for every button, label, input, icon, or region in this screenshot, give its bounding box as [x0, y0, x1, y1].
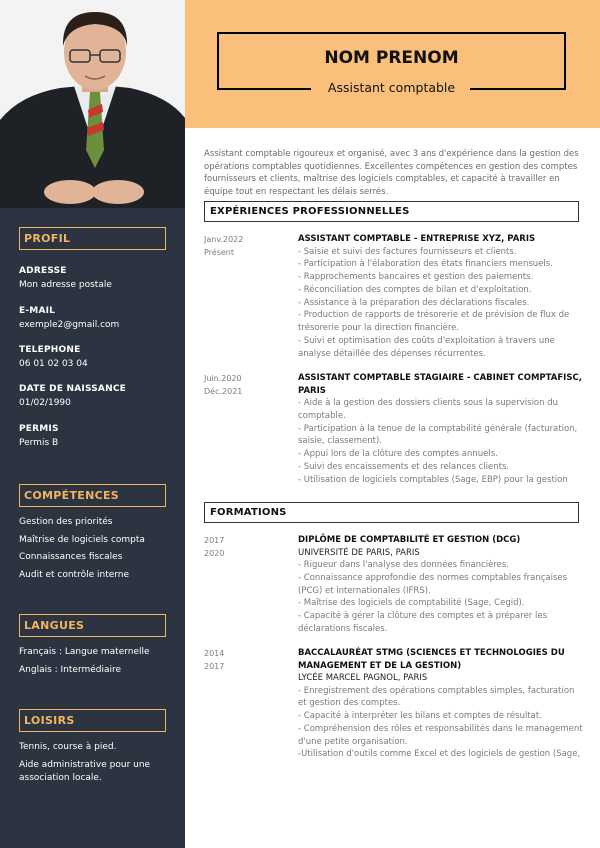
experience-dates [204, 233, 284, 259]
formation-school: LYCÉE MARCEL PAGNOL, PARIS [298, 673, 428, 683]
loisir-item: Aide administrative pour une association locale. [19, 760, 151, 783]
bullet-item: - Rigueur dans l'analyse des données financières. [298, 560, 509, 570]
bullet-item: - Capacité à gérer la clôture des comptes et à préparer les déclarations fiscales. [298, 611, 548, 634]
experience-bullets [298, 246, 583, 361]
bullet-item: - Compréhension des rôles et responsabilités dans le management d'une petite organisation. [298, 723, 583, 747]
birth-date-label: DATE DE NAISSANCE [19, 384, 126, 394]
license-label: PERMIS [19, 424, 59, 434]
langue-item: Français : Langue maternelle [19, 647, 150, 657]
bullet-item: - Participation à la tenue de la comptabilité générale (facturation, saisie, classement). [298, 423, 578, 447]
bullet-item: - Appui lors de la clôture des comptes annuels. [298, 449, 498, 460]
formations-heading: FORMATIONS [204, 502, 579, 523]
loisirs-heading: LOISIRS [19, 709, 166, 732]
birth-date-value: 01/02/1990 [19, 398, 71, 408]
date-start: 2014 [204, 649, 225, 658]
date-end: 2017 [204, 662, 225, 671]
bullet-item: -Utilisation d'outils comme Excel et des logiciels de gestion (Sage, [298, 749, 581, 760]
experiences-heading: EXPÉRIENCES PROFESSIONNELLES [204, 201, 579, 222]
competences-list [19, 517, 179, 587]
email-label: E-MAIL [19, 306, 56, 316]
bullet-item: - Assistance à la préparation des déclarations fiscales. [298, 297, 530, 308]
formation-dates [204, 647, 284, 673]
langues-list [19, 647, 179, 682]
address-label: ADRESSE [19, 266, 67, 276]
bullet-item: - Utilisation de logiciels comptables (Sage, EBP) pour la gestion [298, 474, 568, 485]
formation-title: DIPLÔME DE COMPTABILITÉ ET GESTION (DCG) [298, 535, 521, 545]
competence-item: Connaissances fiscales [19, 552, 123, 562]
date-start: 2017 [204, 536, 225, 545]
profil-heading: PROFIL [19, 227, 166, 250]
experience-bullets [298, 397, 583, 487]
bullet-item: - Suivi des encaissements et des relances clients. [298, 461, 510, 472]
profile-summary: Assistant comptable rigoureux et organisé, avec 3 ans d'expérience dans la gestion des opérations comptables quotidiennes. Excellentes compétences en gestion des comptes fournisseurs et clients, maîtrise des logiciels comptables, et capacité à travailler en équipe tout en respectant les délais serrés. [204, 149, 579, 197]
langue-item: Anglais : Intermédiaire [19, 664, 122, 675]
bullet-item: - Suivi et optimisation des coûts d'exploitation à travers une analyse détaillée des dépenses récurrentes. [298, 336, 555, 359]
langues-heading: LANGUES [19, 614, 166, 637]
competence-item: Audit et contrôle interne [19, 569, 130, 580]
bullet-item: - Capacité à interpréter les bilans et comptes de résultat. [298, 711, 542, 722]
competences-heading: COMPÉTENCES [19, 484, 166, 507]
experience-title: ASSISTANT COMPTABLE - ENTREPRISE XYZ, PARIS [298, 234, 536, 244]
phone-value: 06 01 02 03 04 [19, 359, 88, 369]
bullet-item: - Aide à la gestion des dossiers clients sous la supervision du comptable. [298, 398, 559, 421]
candidate-name: NOM PRENOM [324, 48, 459, 68]
job-title: Assistant comptable [327, 80, 456, 95]
date-start: Janv.2022 [204, 235, 244, 244]
bullet-item: - Maîtrise des logiciels de comptabilité (Sage, Cegid). [298, 598, 525, 609]
competence-item: Gestion des priorités [19, 517, 113, 527]
formation-bullets [298, 559, 583, 636]
address-value: Mon adresse postale [19, 280, 112, 290]
formation-dates [204, 534, 284, 560]
date-start: Juin.2020 [204, 374, 242, 383]
date-end: Déc.2021 [204, 387, 243, 396]
formation-bullets [298, 685, 583, 762]
experience-title: ASSISTANT COMPTABLE STAGIAIRE - CABINET COMPTAFISC, PARIS [298, 373, 582, 396]
date-end: Présent [204, 248, 235, 257]
formation-title: BACCALAURÉAT STMG (SCIENCES ET TECHNOLOGIES DU MANAGEMENT ET DE LA GESTION) [298, 648, 565, 671]
bullet-item: - Production de rapports de trésorerie et de prévision de flux de trésorerie pour la direction financière. [298, 310, 570, 334]
phone-label: TELEPHONE [19, 345, 81, 355]
email-value: exemple2@gmail.com [19, 320, 120, 330]
formation-school: UNIVERSITÉ DE PARIS, PARIS [298, 547, 420, 558]
bullet-item: - Enregistrement des opérations comptables simples, facturation et gestion des comptes. [298, 685, 575, 709]
date-end: 2020 [204, 549, 225, 558]
competence-item: Maîtrise de logiciels compta [19, 534, 145, 545]
bullet-item: - Connaissance approfondie des normes comptables françaises (PCG) et internationales (IFRS). [298, 572, 568, 596]
bullet-item: - Réconciliation des comptes de bilan et d'exploitation. [298, 284, 532, 295]
experience-dates [204, 372, 284, 398]
bullet-item: - Rapprochements bancaires et gestion des paiements. [298, 272, 534, 283]
license-value: Permis B [19, 438, 59, 448]
bullet-item: - Saisie et suivi des factures fournisseurs et clients. [298, 246, 517, 257]
loisir-item: Tennis, course à pied. [19, 742, 117, 752]
bullet-item: - Participation à l'élaboration des états financiers mensuels. [298, 259, 553, 270]
profile-photo [0, 0, 185, 208]
